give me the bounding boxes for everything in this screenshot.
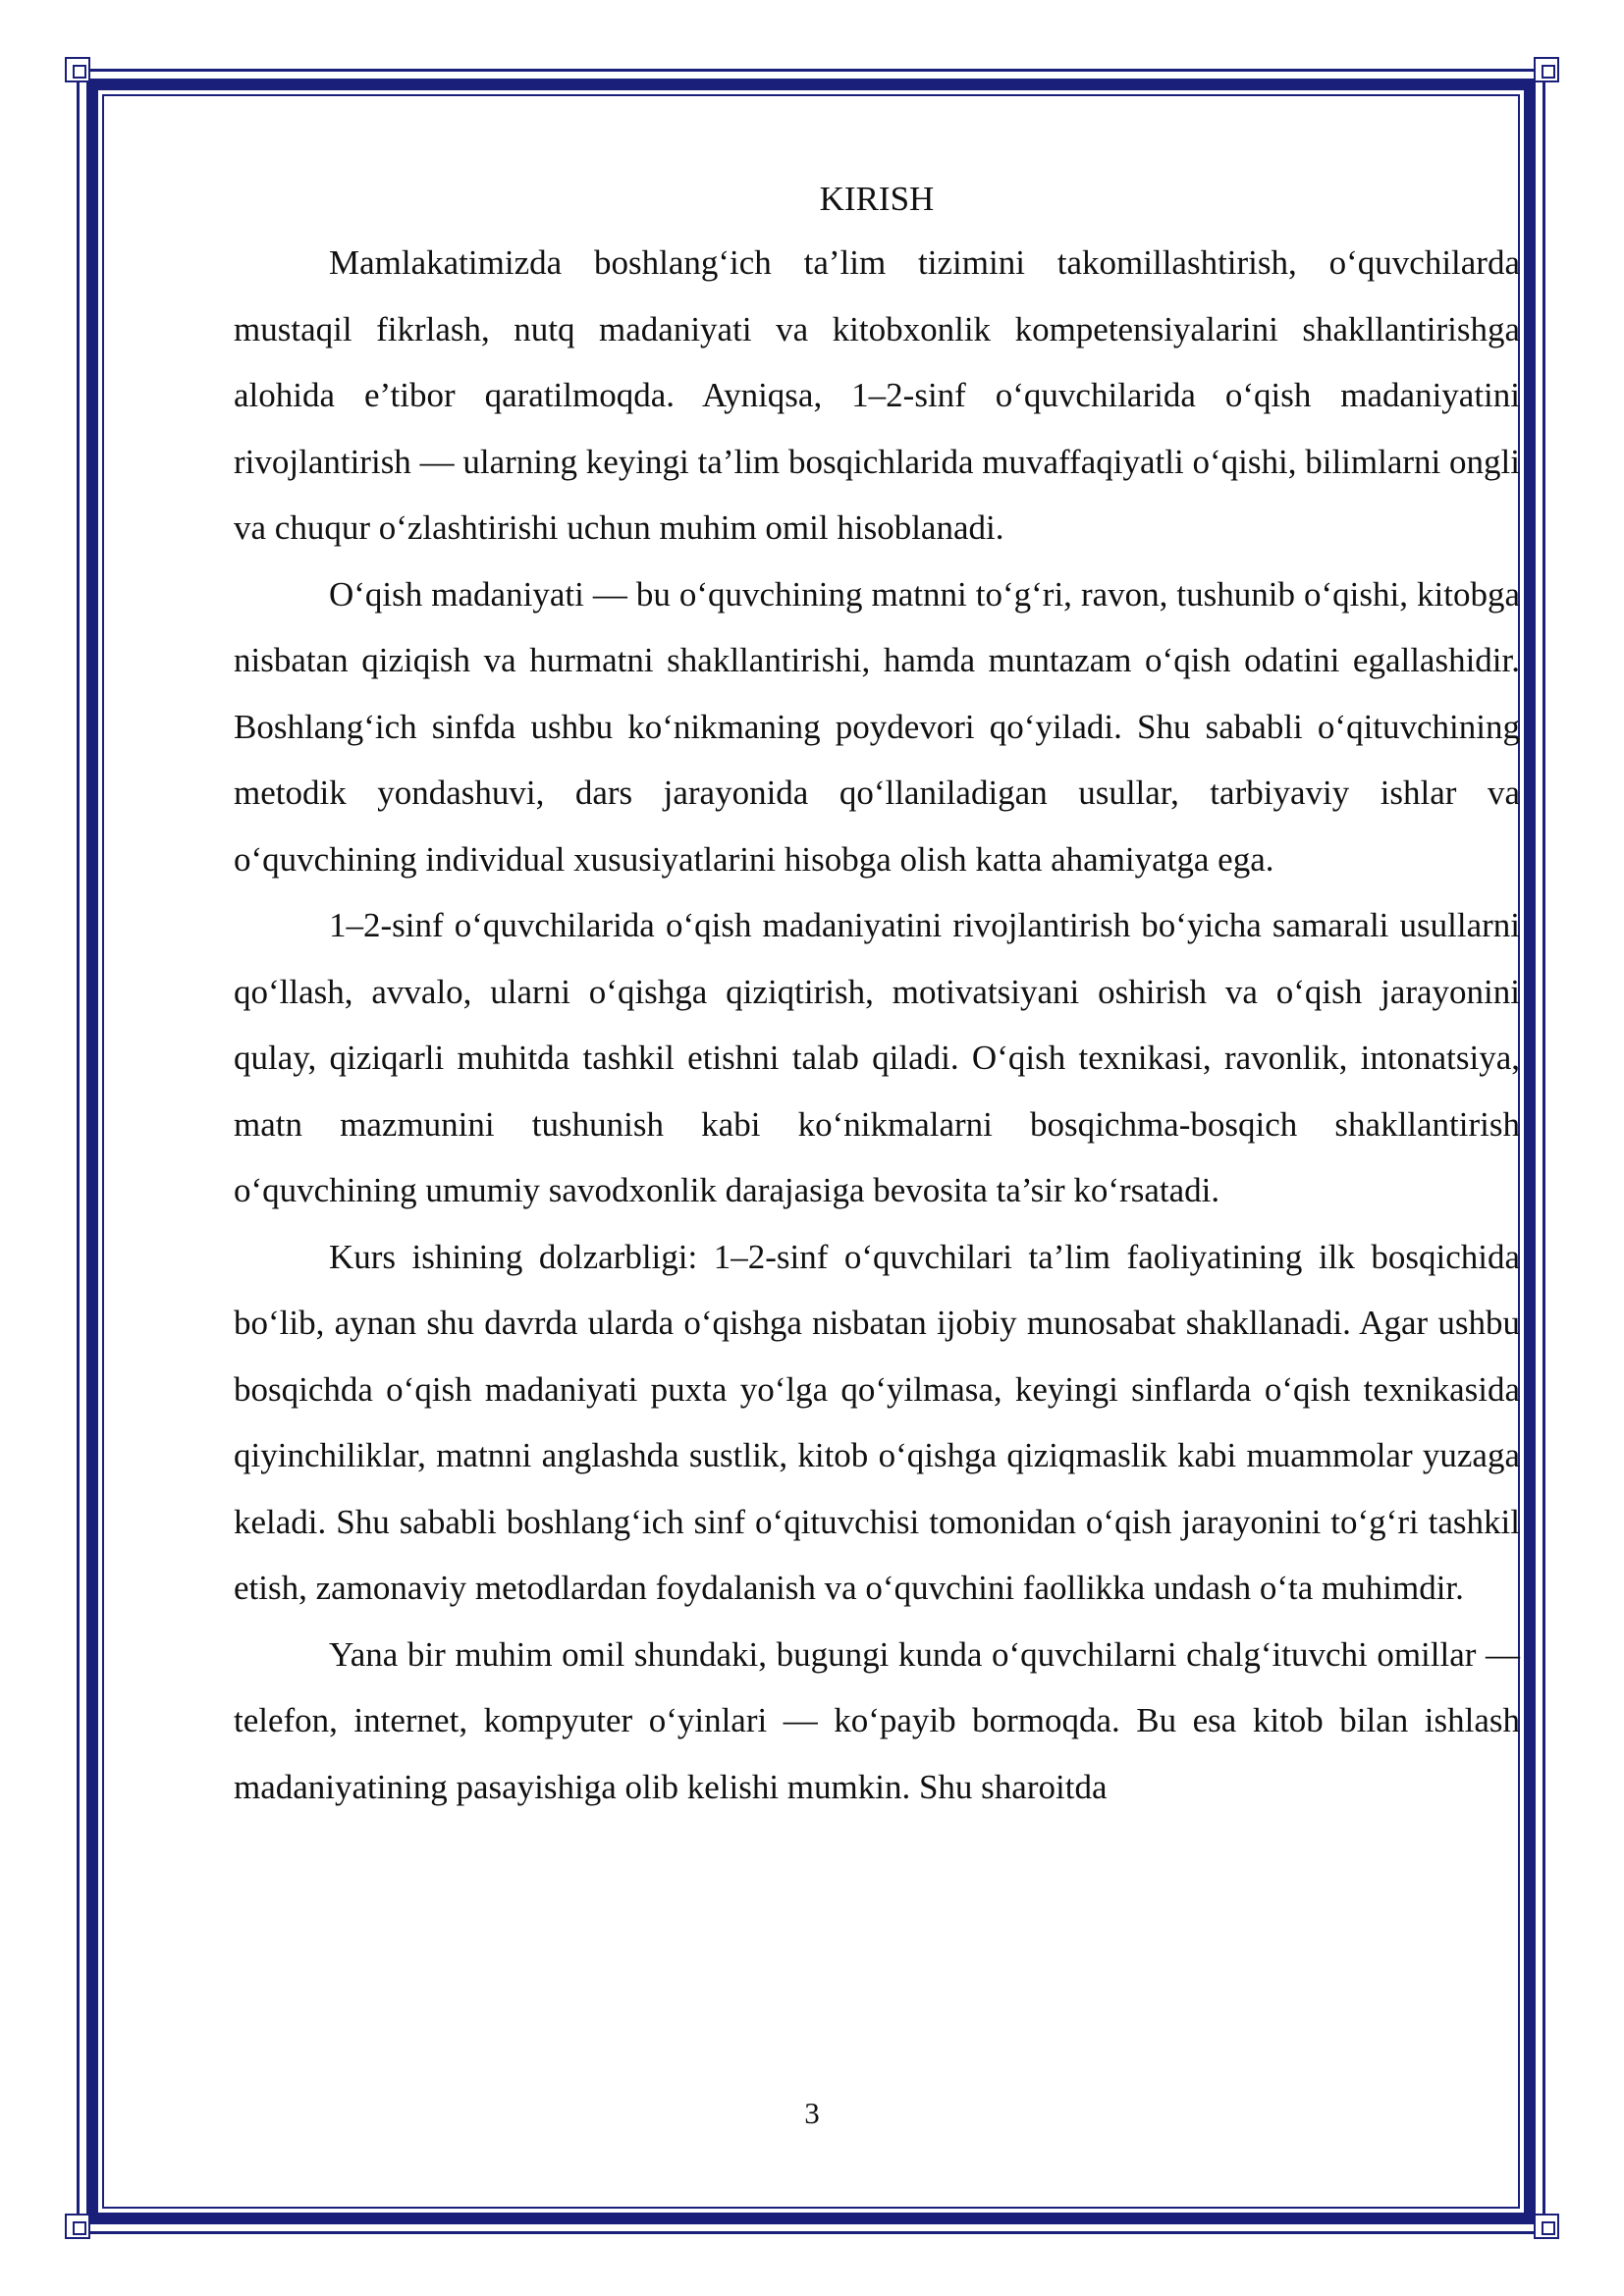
frame-corner-ornament-icon [65, 57, 90, 82]
paragraph-introduction: Mamlakatimizda boshlang‘ich ta’lim tizimini takomillashtirish, o‘quvchilarda mustaqil fikrlash, nutq madaniyati va kitobxonlik kompetensiyalarini shakllantirishga alohida e’tibor qaratilmoqda. Ayniqsa, 1–2-sinf o‘quvchilarida o‘qish madaniyatini rivojlantirish — ularning keyingi ta’lim bosqichlarida muvaffaqiyatli o‘qishi, bilimlarni ongli va chuqur o‘zlashtirishi uchun muhim omil hisoblanadi. [234, 243, 1520, 547]
frame-corner-ornament-icon [65, 2214, 90, 2239]
frame-corner-ornament-icon [1534, 57, 1559, 82]
paragraph-reading-culture: O‘qish madaniyati — bu o‘quvchining matnni to‘g‘ri, ravon, tushunib o‘qishi, kitobga nisbatan qiziqish va hurmatni shakllantirishi, hamda muntazam o‘qish odatini egallashidir. Boshlang‘ich sinfda ushbu ko‘nikmaning poydevori qo‘yiladi. Shu sababli o‘qituvchining metodik yondashuvi, dars jarayonida qo‘llaniladigan usullar, tarbiyaviy ishlar va o‘quvchining individual xususiyatlarini hisobga olish katta ahamiyatga ega. [234, 574, 1520, 879]
paragraph-distracting-factors: Yana bir muhim omil shundaki, bugungi kunda o‘quvchilarni chalg‘ituvchi omillar — telefon, internet, kompyuter o‘yinlari — ko‘payib bormoqda. Bu esa kitob bilan ishlash madaniyatining pasayishiga olib kelishi mumkin. Shu sharoitda [234, 1634, 1520, 1806]
paragraph-relevance: Kurs ishining dolzarbligi: 1–2-sinf o‘quvchilari ta’lim faoliyatining ilk bosqichida bo‘lib, aynan shu davrda ularda o‘qishga nisbatan ijobiy munosabat shakllanadi. Agar ushbu bosqichda o‘qish madaniyati puxta yo‘lga qo‘yilmasa, keyingi sinflarda o‘qish texnikasida qiyinchiliklar, matnni anglashda sustlik, kitob o‘qishga qiziqmaslik kabi muammolar yuzaga keladi. Shu sababli boshlang‘ich sinf o‘qituvchisi tomonidan o‘qish jarayonini to‘g‘ri tashkil etish, zamonaviy metodlardan foydalanish va o‘quvchini faollikka undash o‘ta muhimdir. [234, 1237, 1520, 1607]
page-number: 3 [804, 2096, 820, 2130]
paragraph-effective-methods: 1–2-sinf o‘quvchilarida o‘qish madaniyatini rivojlantirish bo‘yicha samarali usullarni qo‘llash, avvalo, ularni o‘qishga qiziqtirish, motivatsiyani oshirish va o‘qish jarayonini qulay, qiziqarli muhitda tashkil etishni talab qiladi. O‘qish texnikasi, ravonlik, intonatsiya, matn mazmunini tushunish kabi ko‘nikmalarni bosqichma-bosqich shakllantirish o‘quvchining umumiy savodxonlik darajasiga bevosita ta’sir ko‘rsatadi. [234, 906, 1520, 1209]
section-heading: KIRISH [819, 180, 935, 218]
frame-corner-ornament-icon [1534, 2214, 1559, 2239]
page-body [234, 175, 1520, 1820]
